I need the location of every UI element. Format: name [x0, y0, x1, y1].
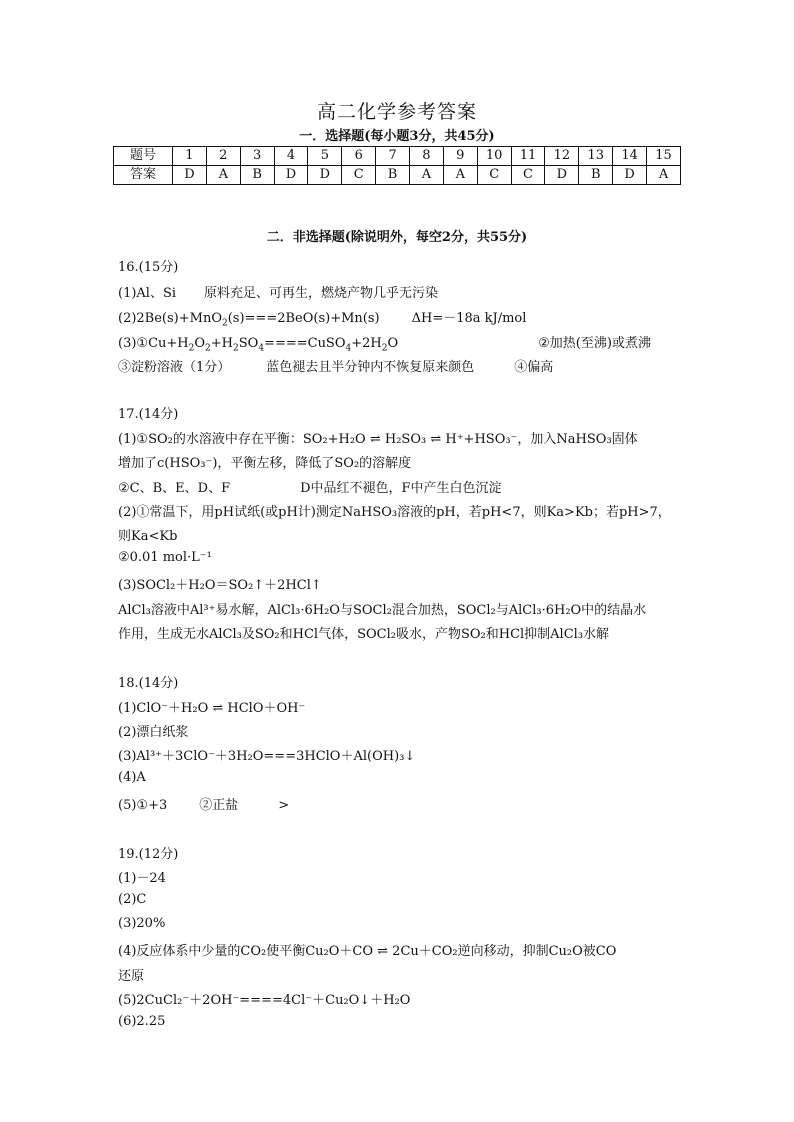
q19-line5: 还原 — [118, 969, 145, 984]
question-number-cell: 11 — [511, 147, 545, 166]
answer-cell: C — [477, 166, 511, 185]
q16-l4c: ④偏高 — [514, 360, 554, 375]
q16-l1a: (1)Al、Si — [118, 286, 177, 301]
question-number-cell: 2 — [206, 147, 240, 166]
q16-l4b: 蓝色褪去且半分钟内不恢复原来颜色 — [266, 360, 475, 375]
q17-line5: 则Ka<Kb — [118, 529, 178, 544]
answer-cell: D — [545, 166, 579, 185]
q16-l3c: +H — [210, 336, 233, 351]
question-number-cell: 10 — [477, 147, 511, 166]
question-number-cell: 15 — [647, 147, 681, 166]
q19-line3: (3)20% — [118, 916, 166, 931]
q16-l1b: 原料充足、可再生，燃烧产物几乎无污染 — [204, 286, 439, 301]
answer-cell: B — [240, 166, 274, 185]
q18-line5 — [118, 794, 289, 813]
answer-cell: C — [511, 166, 545, 185]
answer-cell: D — [274, 166, 308, 185]
answer-cell: D — [173, 166, 207, 185]
q16-l4a: ③淀粉溶液（1分） — [118, 360, 231, 375]
q16-l3g: O — [387, 336, 399, 351]
q17-line1: (1)①SO₂的水溶液中存在平衡：SO₂+H₂O ⇌ H₂SO₃ ⇌ H⁺+HSO₃⁻，加入NaHSO₃固体 — [118, 432, 638, 447]
q19-line6: (5)2CuCl₂⁻＋2OH⁻====4Cl⁻＋Cu₂O↓＋H₂O — [118, 993, 411, 1008]
answer-cell: B — [376, 166, 410, 185]
answer-cell: A — [410, 166, 444, 185]
answer-cell: A — [647, 166, 681, 185]
q16-line2: (2)2Be(s)+MnO$_2$(s)===2BeO(s)+Mn(s) ΔH=－18a kJ/mol — [118, 311, 527, 329]
q18-line4: (4)A — [118, 770, 146, 785]
answer-cell: B — [579, 166, 613, 185]
question-number-cell: 7 — [376, 147, 410, 166]
q16-line3: $(3)①Cu+H_2O_2+H_2SO_4====CuSO_4+2H_2O$ ②加热(至沸)或煮沸 — [118, 336, 651, 354]
q17-line3 — [118, 477, 502, 496]
question-number-cell: 3 — [240, 147, 274, 166]
q16-line4 — [118, 356, 553, 375]
q18-line3: (3)Al³⁺＋3ClO⁻＋3H₂O===3HClO＋Al(OH)₃↓ — [118, 749, 416, 764]
q16-l3b: O — [194, 336, 206, 351]
question-number-cell: 6 — [342, 147, 376, 166]
q18-title: 18.(14分) — [118, 676, 179, 691]
q16-l2b: (s)===2BeO(s)+Mn(s) — [227, 311, 380, 326]
q18-line2: (2)漂白纸浆 — [118, 725, 189, 740]
q17-title: 17.(14分) — [118, 407, 179, 422]
q17-line9: 作用，生成无水AlCl₃及SO₂和HCl气体，SOCl₂吸水，产物SO₂和HCl抑制AlCl₃水解 — [118, 627, 610, 642]
q16-title: 16.(15分) — [118, 260, 179, 275]
q16-l3h: ②加热(至沸)或煮沸 — [538, 336, 651, 351]
q17-l3b: D中品红不褪色，F中产生白色沉淀 — [300, 481, 502, 496]
q16-l3d: SO — [238, 336, 259, 351]
q18-l5b: ②正盐 — [199, 798, 239, 813]
q16-l3e: ====CuSO — [264, 336, 346, 351]
answer-table — [113, 146, 681, 185]
answer-cell: A — [443, 166, 477, 185]
answer-cell: A — [206, 166, 240, 185]
q19-line1: (1)－24 — [118, 871, 166, 886]
section2-heading: 二．非选择题(除说明外，每空2分，共55分) — [266, 230, 528, 245]
q17-line6: ②0.01 mol·L⁻¹ — [118, 550, 212, 565]
question-number-cell: 8 — [410, 147, 444, 166]
section1-heading: 一．选择题(每小题3分，共45分) — [299, 129, 495, 144]
question-number-cell: 5 — [308, 147, 342, 166]
q16-l2a: (2)2Be(s)+MnO — [118, 311, 222, 326]
q17-line4: (2)①常温下，用pH试纸(或pH计)测定NaHSO₃溶液的pH，若pH<7，则Ka>Kb；若pH>7， — [118, 505, 671, 520]
question-number-cell: 1 — [173, 147, 207, 166]
q18-l5c: > — [278, 798, 290, 813]
answer-cell: D — [613, 166, 647, 185]
question-number-cell: 4 — [274, 147, 308, 166]
question-number-cell: 13 — [579, 147, 613, 166]
q16-l3f: +2H — [351, 336, 382, 351]
q17-line2: 增加了c(HSO₃⁻)，平衡左移，降低了SO₂的溶解度 — [118, 456, 412, 471]
table-row-answers — [114, 166, 681, 185]
q16-line1 — [118, 282, 438, 301]
question-number-cell: 9 — [443, 147, 477, 166]
q18-line1: (1)ClO⁻＋H₂O ⇌ HClO＋OH⁻ — [118, 701, 306, 716]
q19-line2: (2)C — [118, 892, 147, 907]
q19-line7: (6)2.25 — [118, 1014, 166, 1029]
question-number-cell: 12 — [545, 147, 579, 166]
q16-l3a: (3)①Cu+H — [118, 336, 189, 351]
q17-line8: AlCl₃溶液中Al³⁺易水解，AlCl₃·6H₂O与SOCl₂混合加热，SOCl₂与AlCl₃·6H₂O中的结晶水 — [118, 603, 647, 618]
table-row-numbers — [114, 147, 681, 166]
answer-cell: D — [308, 166, 342, 185]
table-header-num: 题号 — [114, 147, 173, 166]
page-title: 高二化学参考答案 — [316, 101, 477, 123]
q18-l5a: (5)①+3 — [118, 798, 168, 813]
q16-l2c: ΔH=－18a kJ/mol — [411, 311, 527, 326]
question-number-cell: 14 — [613, 147, 647, 166]
q19-title: 19.(12分) — [118, 847, 179, 862]
table-header-ans: 答案 — [114, 166, 173, 185]
answer-cell: C — [342, 166, 376, 185]
q17-line7: (3)SOCl₂＋H₂O＝SO₂↑＋2HCl↑ — [118, 578, 322, 593]
q19-line4: (4)反应体系中少量的CO₂使平衡Cu₂O＋CO ⇌ 2Cu＋CO₂逆向移动，抑制Cu₂O被CO — [118, 944, 617, 959]
q17-l3a: ②C、B、E、D、F — [118, 481, 231, 496]
